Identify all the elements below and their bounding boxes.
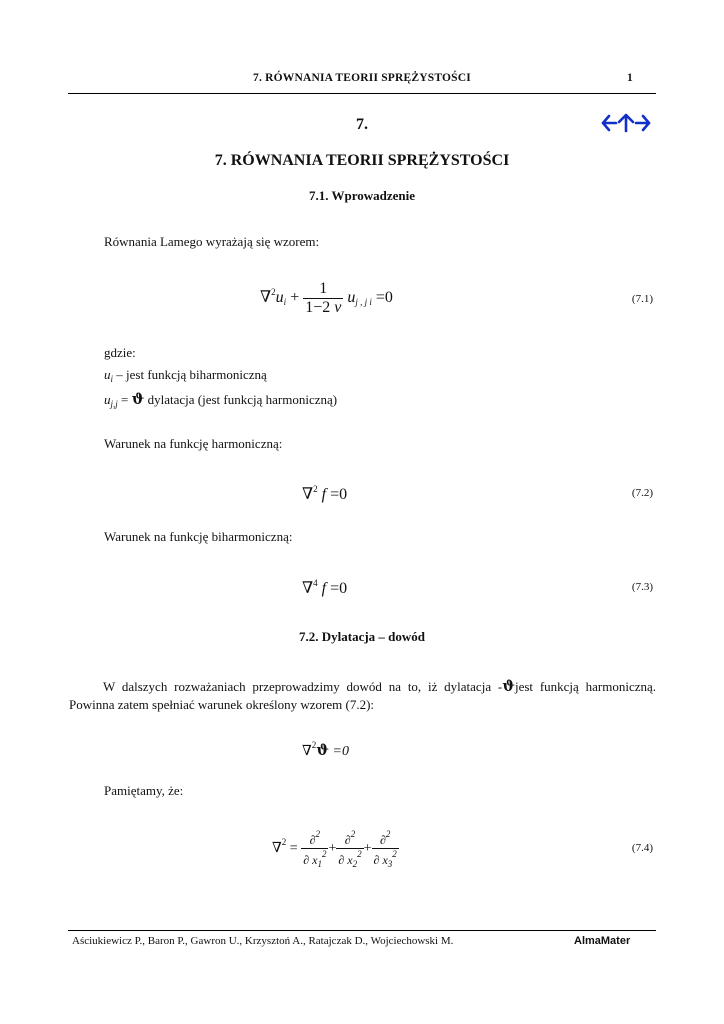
equation-7-1: $\nabla^2u_i$ + $\frac{1}{1-2 \nu}$ $u_{j , j i} =0$ [260,280,393,316]
arrow-up-icon[interactable] [619,115,633,131]
intro-text: Równania Lamego wyrażają się wzorem: [104,234,320,249]
footer-rule [68,930,656,931]
header-rule [68,93,656,94]
proof-paragraph-part-b: jest funkcją harmoniczną. Powinna zatem spełniać warunek określony wzorem (7.2): [69,679,656,712]
equation-7-2: ∇$^2$ f =0 [302,484,348,503]
biharmonic-condition-text: Warunek na funkcję biharmoniczną: [104,529,293,544]
page-number: 1 [627,72,633,84]
equation-label-7-1: (7.1) [631,293,653,305]
chapter-title: 7. RÓWNANIA TEORII SPRĘŻYSTOŚCI [214,152,510,169]
definition-ujj: $u_{j,j} = ϑ$ dylatacja (jest funkcją harmoniczną) [104,390,338,409]
remember-text: Pamiętamy, że: [104,783,184,798]
equation-label-7-4: (7.4) [631,842,653,854]
footer-brand: AlmaMater [574,935,631,947]
equation-7-3: ∇$^4$ f =0 [302,578,348,597]
chapter-number: 7. [356,116,368,133]
equation-7-4: ∇$^2$ = $\frac{\partial^2}{\partial x_1^2}$ + $\frac{\partial^2}{\partial x_2^2}$ + $\frac{\partial^2}{\partial x_3^2}$ [272,829,397,869]
equation-label-7-3: (7.3) [631,581,653,593]
navigation-arrows [600,111,652,135]
nav-arrows-graphic [600,111,652,135]
section-title-7-1: 7.1. Wprowadzenie [308,188,416,203]
arrow-left-icon[interactable] [603,116,616,130]
proof-paragraph-part-a: W dalszych rozważaniach przeprowadzimy dowód na to, iż dylatacja - [103,679,503,694]
definition-ui-text: – jest funkcją biharmoniczną [113,367,267,382]
definition-ui: $u_i$ – jest funkcją biharmoniczną [104,367,267,384]
definition-ujj-text: dylatacja (jest funkcją harmoniczną) [144,392,338,407]
equation-label-7-2: (7.2) [631,487,653,499]
arrow-right-icon[interactable] [636,116,649,130]
section-title-7-2: 7.2. Dylatacja – dowód [298,629,426,644]
harmonic-condition-text: Warunek na funkcję harmoniczną: [104,436,283,451]
footer-authors: Aściukiewicz P., Baron P., Gawron U., Krzysztoń A., Ratajczak D., Wojciechowski M. [72,935,454,947]
gdzie-text: gdzie: [104,345,136,360]
proof-paragraph: W dalszych rozważaniach przeprowadzimy dowód na to, iż dylatacja -ϑjest funkcją harmoniczną. Powinna zatem spełniać warunek określony wzorem (7.2): [69,677,656,712]
running-header: 7. RÓWNANIA TEORII SPRĘŻYSTOŚCI [253,72,471,84]
equation-dilatation-harmonic: ∇$^2$ϑ =0 [302,740,349,759]
